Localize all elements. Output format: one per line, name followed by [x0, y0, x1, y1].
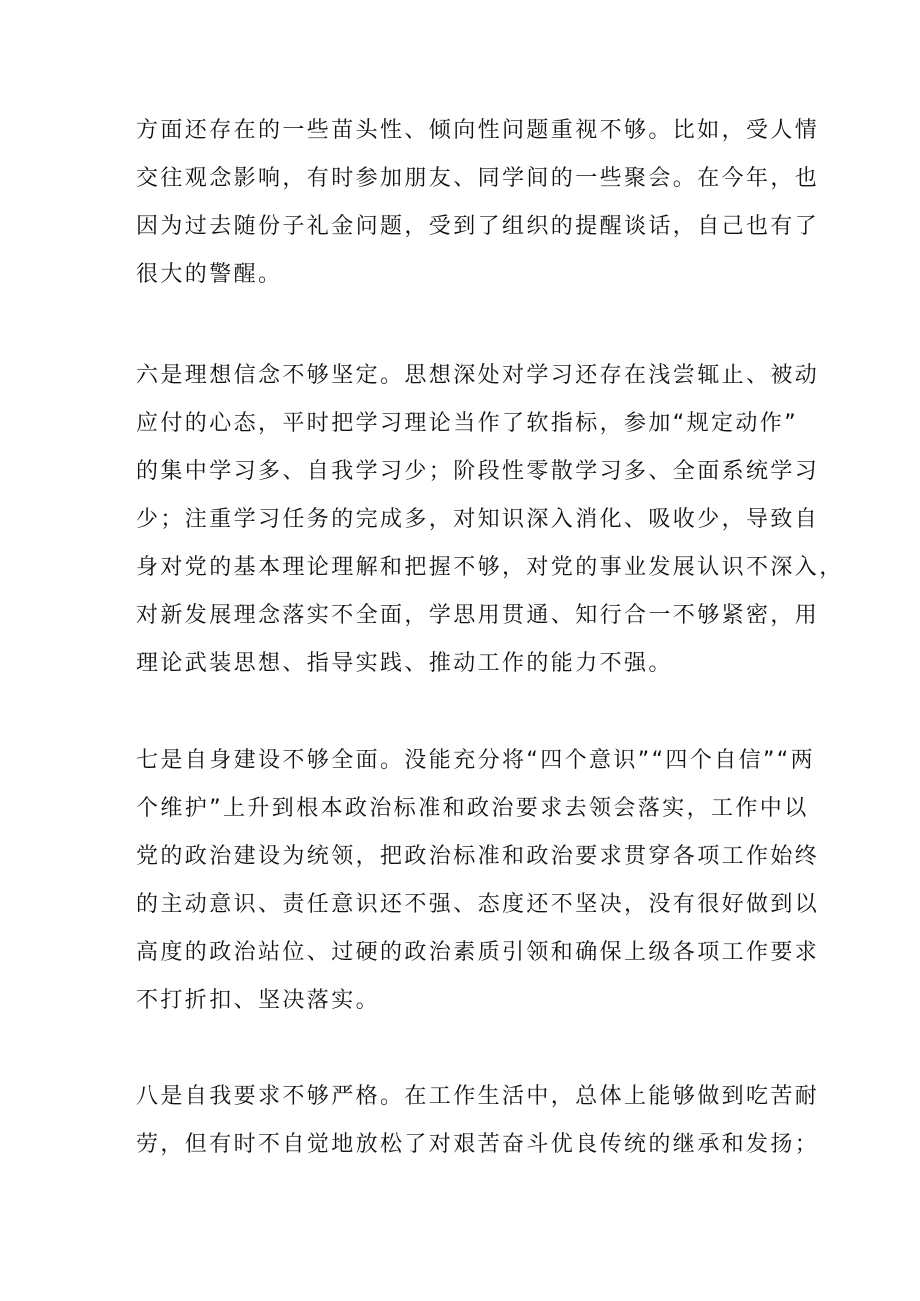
- text-line: 因为过去随份子礼金问题，受到了组织的提醒谈话，自己也有了: [136, 214, 820, 239]
- text-line: 少；注重学习任务的完成多，对知识深入消化、吸收少，导致自: [136, 507, 820, 532]
- text-line: 党的政治建设为统领，把政治标准和政治要求贯穿各项工作始终: [136, 844, 820, 869]
- text-line: 的集中学习多、自我学习少；阶段性零散学习多、全面系统学习: [136, 459, 820, 484]
- paragraph-integrity-issues: [136, 107, 819, 299]
- text-line: 的主动意识、责任意识还不强、态度还不坚决，没有很好做到以: [136, 892, 820, 917]
- text-line: 六是理想信念不够坚定。思想深处对学习还存在浅尝辄止、被动: [136, 363, 820, 388]
- text-line: 应付的心态，平时把学习理论当作了软指标，参加“规定动作”: [136, 411, 798, 436]
- text-line: 身对党的基本理论理解和把握不够，对党的事业发展认识不深入，: [136, 555, 844, 580]
- text-line: 不打折扣、坚决落实。: [136, 988, 381, 1013]
- paragraph-point-eight: [136, 1073, 819, 1169]
- text-line: 交往观念影响，有时参加朋友、同学间的一些聚会。在今年，也: [136, 166, 820, 191]
- text-line: 对新发展理念落实不全面，学思用贯通、知行合一不够紧密，用: [136, 603, 820, 628]
- text-line: 劳，但有时不自觉地放松了对艰苦奋斗优良传统的继承和发扬；: [136, 1132, 820, 1157]
- text-line: 七是自身建设不够全面。没能充分将“四个意识”“四个自信”“两: [136, 748, 815, 773]
- text-line: 个维护”上升到根本政治标准和政治要求去领会落实，工作中以: [136, 796, 809, 821]
- text-line: 方面还存在的一些苗头性、倾向性问题重视不够。比如，受人情: [136, 118, 820, 143]
- text-line: 理论武装思想、指导实践、推动工作的能力不强。: [136, 651, 673, 676]
- text-line: 高度的政治站位、过硬的政治素质引领和确保上级各项工作要求: [136, 940, 820, 965]
- paragraph-point-seven: [136, 737, 819, 1025]
- text-line: 八是自我要求不够严格。在工作生活中，总体上能够做到吃苦耐: [136, 1084, 820, 1109]
- paragraph-point-six: [136, 352, 844, 688]
- text-line: 很大的警醒。: [136, 262, 283, 287]
